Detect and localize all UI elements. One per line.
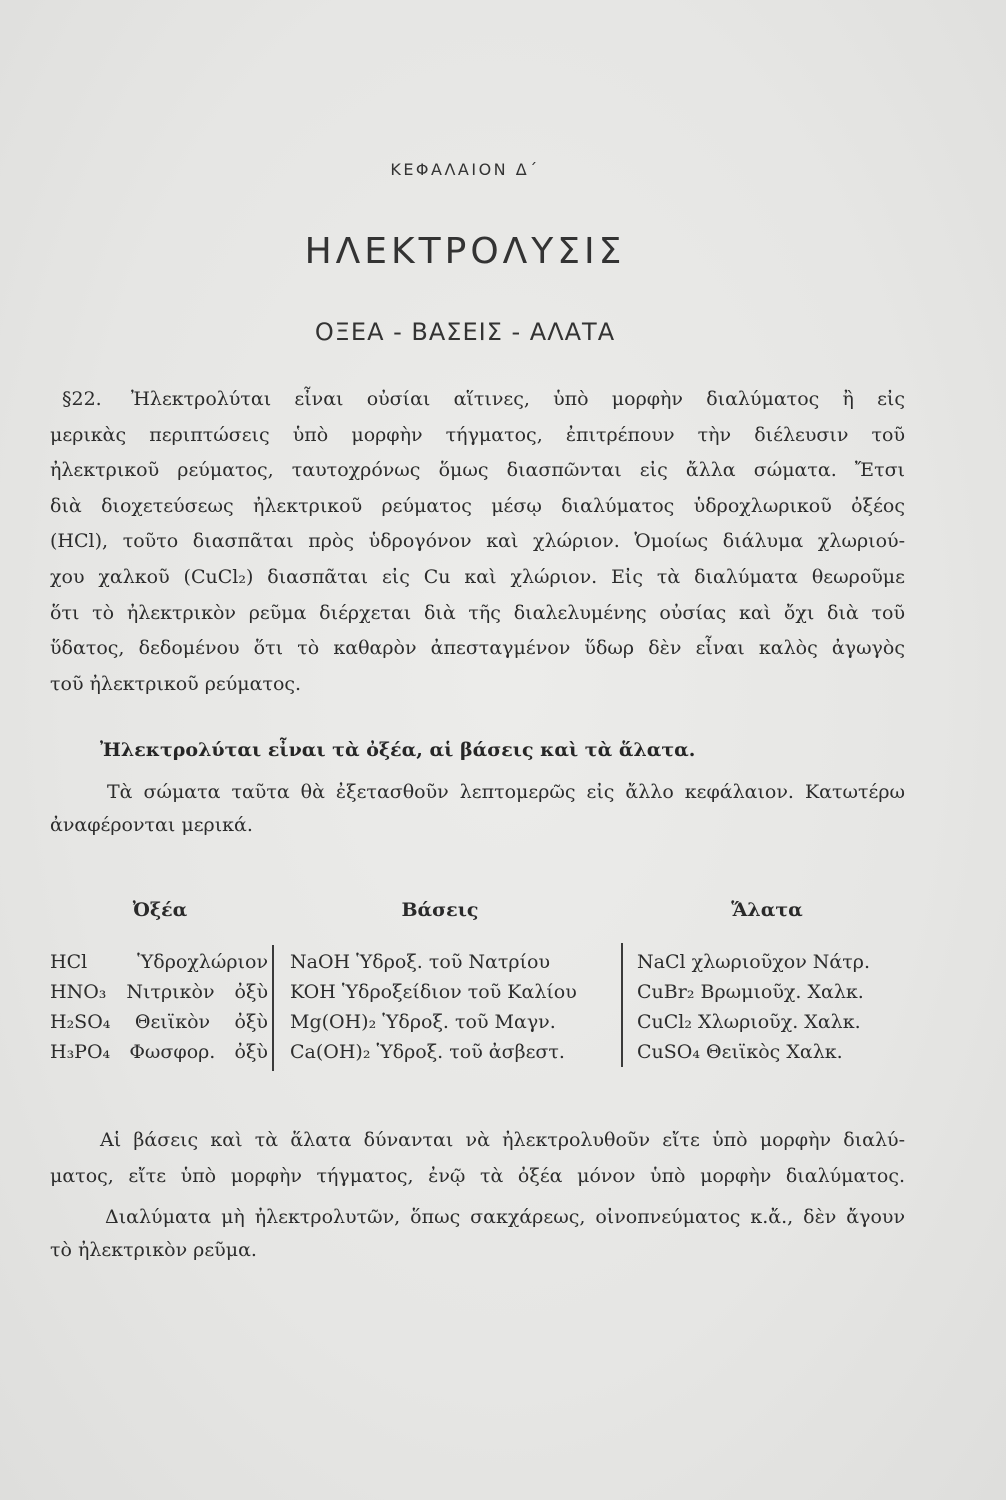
chapter-label: ΚΕΦΑΛΑΙΟΝ Δ΄ [390, 160, 540, 179]
table-cell: HCl Ὑδροχλώριον [50, 951, 268, 973]
table-cell: H₃PO₄ Φωσφορ. ὀξὺ [50, 1041, 268, 1063]
paragraph-line: (HCl), τοῦτο διασπᾶται πρὸς ὑδρογόνον καὶ χλώριον. Ὁμοίως διάλυμα χλωριού- [50, 530, 905, 553]
section-number: §22. [62, 388, 102, 410]
column-divider [272, 945, 274, 1071]
paragraph-line [50, 382, 905, 418]
intro-paragraph [50, 776, 905, 842]
table-cell: Ca(OH)₂ Ὑδροξ. τοῦ ἀσβεστ. [290, 1041, 565, 1063]
paragraph-line: ὕδατος, δεδομένου ὅτι τὸ καθαρὸν ἀπεσταγμένον ὕδωρ δὲν εἶναι καλὸς ἀγωγὸς [50, 637, 905, 660]
table-column-acids [50, 947, 268, 1067]
table-cell: CuSO₄ Θειϊκὸς Χαλκ. [637, 1041, 843, 1063]
table-column-salts [637, 947, 907, 1067]
table-header-salts: Ἅλατα [731, 899, 803, 921]
paragraph-line: Τὰ σώματα ταῦτα θὰ ἐξετασθοῦν λεπτομερῶς εἰς ἄλλο κεφάλαιον. Κατωτέρω [107, 781, 905, 803]
table-cell: Mg(OH)₂ Ὑδροξ. τοῦ Μαγν. [290, 1011, 556, 1033]
definition-statement: Ἠλεκτρολύται εἶναι τὰ ὀξέα, αἱ βάσεις καὶ τὰ ἅλατα. [100, 739, 696, 761]
closing-paragraph [50, 1122, 905, 1194]
paragraph-line: Διαλύματα μὴ ἠλεκτρολυτῶν, ὅπως σακχάρεως, οἰνοπνεύματος κ.ἄ., δὲν ἄγουν [105, 1206, 905, 1228]
closing-paragraph [50, 1201, 905, 1267]
paragraph-line-text: Ἠλεκτρολύται εἶναι οὐσίαι αἵτινες, ὑπὸ μορφὴν διαλύματος ἢ εἰς [130, 388, 905, 410]
paragraph-line: ἀναφέρονται μερικά. [50, 814, 253, 836]
table-cell: KOH Ὑδροξείδιον τοῦ Καλίου [290, 981, 577, 1003]
section-paragraph [50, 382, 905, 702]
paragraph-line: διὰ διοχετεύσεως ἠλεκτρικοῦ ρεύματος μέσῳ διαλύματος ὑδροχλωρικοῦ ὀξέος [50, 494, 905, 517]
table-column-bases [290, 947, 620, 1067]
table-header-acids: Ὀξέα [132, 899, 188, 921]
table-cell: H₂SO₄ Θειϊκὸν ὀξὺ [50, 1011, 268, 1033]
page-title: ΗΛΕΚΤΡΟΛΥΣΙΣ [304, 231, 626, 272]
paragraph-line: Αἱ βάσεις καὶ τὰ ἅλατα δύνανται νὰ ἠλεκτρολυθοῦν εἴτε ὑπὸ μορφὴν διαλύ- [100, 1129, 905, 1151]
paragraph-line: τοῦ ἠλεκτρικοῦ ρεύματος. [50, 672, 302, 695]
paragraph-line: χου χαλκοῦ (CuCl₂) διασπᾶται εἰς Cu καὶ χλώριον. Εἰς τὰ διαλύματα θεωροῦμε [50, 565, 905, 588]
page-subtitle: ΟΞΕΑ - ΒΑΣΕΙΣ - ΑΛΑΤΑ [314, 318, 616, 346]
table-cell: CuBr₂ Βρωμιοῦχ. Χαλκ. [637, 981, 864, 1003]
paragraph-line: τὸ ἠλεκτρικὸν ρεῦμα. [50, 1239, 257, 1261]
table-cell: NaOH Ὑδροξ. τοῦ Νατρίου [290, 951, 551, 973]
paragraph-line: ἠλεκτρικοῦ ρεύματος, ταυτοχρόνως ὅμως διασπῶνται εἰς ἄλλα σώματα. Ἔτσι [50, 459, 905, 482]
table-header-bases: Βάσεις [401, 899, 479, 921]
paragraph-line: ὅτι τὸ ἠλεκτρικὸν ρεῦμα διέρχεται διὰ τῆς διαλελυμένης οὐσίας καὶ ὄχι διὰ τοῦ [50, 601, 905, 624]
paragraph-line: μερικὰς περιπτώσεις ὑπὸ μορφὴν τήγματος, ἐπιτρέπουν τὴν διέλευσιν τοῦ [50, 423, 905, 446]
table-cell: NaCl χλωριοῦχον Νάτρ. [637, 951, 870, 973]
table-cell: CuCl₂ Χλωριοῦχ. Χαλκ. [637, 1011, 861, 1033]
column-divider [621, 943, 623, 1067]
paragraph-line: ματος, εἴτε ὑπὸ μορφὴν τήγματος, ἐνῷ τὰ ὀξέα μόνον ὑπὸ μορφὴν διαλύματος. [50, 1165, 905, 1187]
table-cell: HNO₃ Νιτρικὸν ὀξὺ [50, 981, 268, 1003]
